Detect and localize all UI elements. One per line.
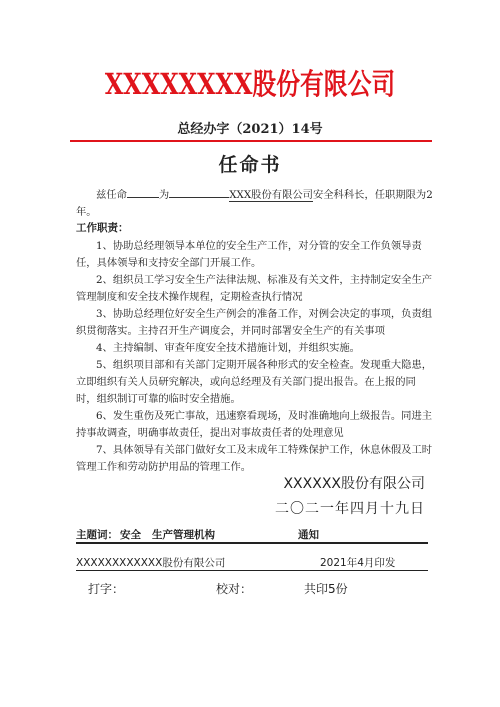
duties-heading: 工作职责：: [76, 222, 129, 234]
issuer-company: XXXXXXXXXXXX股份有限公司: [76, 557, 226, 569]
print-info-row: [76, 580, 428, 598]
duty-item-5: 5、组织项目部和有关部门定期开展各种形式的安全检查。发现重大隐患，立即组织有关人员研究解决，或向总经理及有关部门提出报告。在上报的同时，组织制订可靠的临时安全措施。: [76, 359, 433, 405]
appointee-blank: [127, 185, 159, 198]
appointment-mid: 为: [158, 189, 170, 201]
copies-count: 共印5份: [304, 582, 348, 596]
duty-item-2: 2、组织员工学习安全生产法律法规、标准及有关文件，主持制定安全生产管理制度和安全技术操作规程，定期检查执行情况: [76, 274, 433, 303]
appointment-company: XXX股份有限公司: [229, 189, 313, 201]
document-number: 总经办字（2021）14号: [177, 122, 323, 137]
company-header: XXXXXXXX股份有限公司: [104, 67, 396, 101]
duty-item-6: 6、发生重伤及死亡事故，迅速察看现场，及时准确地向上级报告。同进主持事故调查，明确事故责任，提出对事故责任者的处理意见: [76, 410, 433, 439]
proofread-label: 校对：: [216, 582, 253, 596]
typist-label: 打字：: [88, 582, 125, 596]
keyword-notice: 通知: [298, 529, 319, 541]
appointment-statement: [76, 185, 436, 221]
duty-item-7: 7、具体领导有关部门做好女工及末成年工特殊保护工作，休息休假及工时管理工作和劳动防护用品的管理工作。: [76, 444, 433, 473]
duty-item-3: 3、协助总经理位好安全生产例会的准备工作，对例会决定的事项，负责组织贯彻落实。主持召开生产调度会，并同时部署安全生产的有关事项: [76, 308, 433, 337]
keyword-safety: 安全: [120, 529, 141, 541]
appointment-prefix: 兹任命: [96, 189, 127, 201]
keywords-row: [76, 527, 428, 544]
issuer-row: [76, 555, 428, 571]
page-title: 任命书: [218, 154, 282, 176]
signature-company: XXXXXX股份有限公司: [283, 476, 425, 492]
duty-item-4: 4、主持编制、审查年度安全技术措施计划，并组织实施。: [96, 342, 360, 354]
duty-item-1: 1、协助总经理领导本单位的安全生产工作，对分管的安全工作负领导责任，具体领导和支持安全部门开展工作。: [76, 240, 422, 269]
appointment-suffix: 安全科科长，任职期限为2年。: [76, 189, 433, 218]
red-divider: [70, 140, 432, 142]
company-blank: [169, 185, 229, 198]
keywords-label: 主题词：: [76, 529, 118, 541]
keyword-management: 生产管理机构: [152, 529, 215, 541]
issue-date: 2021年4月印发: [320, 557, 396, 569]
signature-date: 二〇二一年四月十九日: [275, 501, 425, 517]
